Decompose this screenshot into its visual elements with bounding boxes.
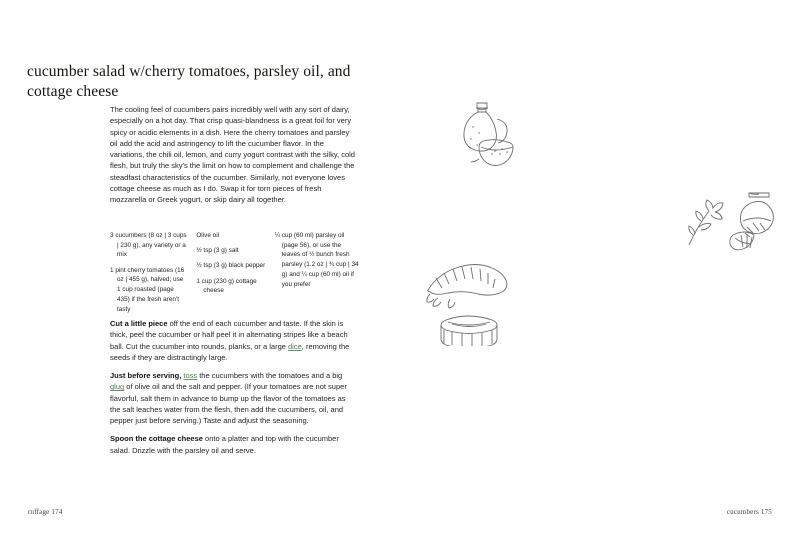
ingredient-column-2 [196, 231, 265, 314]
ingredient-text-pre: ¼ cup (60 ml) parsley oil (page 56), or use the leaves of ½ bunch fresh parsley (1.2 oz | ¾ cup | 34 g) and ¼ cup (60 ml) oil if you prefer [274, 232, 359, 288]
ingredient-item: ½ tsp (3 g) salt [196, 247, 239, 255]
step-text: onto a platter and top with the cucumber salad. Drizzle with the parsley oil and serve. [110, 434, 339, 455]
step-lead: Just before serving, [110, 371, 182, 380]
ingredient-item: 1 cup (230 g) cottage cheese [196, 277, 257, 295]
footer-right: cucumbers 175 [726, 508, 772, 516]
ingredient-item [275, 231, 360, 289]
ingredient-grid-main [110, 231, 360, 314]
ingredient-column-3 [275, 231, 360, 314]
page-title: cucumber salad w/cherry tomatoes, parsley oil, and cottage cheese [27, 63, 351, 101]
ingredient-item: 1 pint cherry tomatoes (16 oz | 455 g), halved; use 1 cup roasted (page 435) if the fresh aren't tasty [110, 266, 185, 313]
parsley-lemon-pitcher-illustration [683, 183, 783, 255]
recipe-step [110, 370, 358, 426]
step-text: off the end of each cucumber and taste. If the skin is thick, peel the cucumber or half peel it in alternating stripes like a beach ball. Cut the cucumber into rounds, planks, or a large dice, removing the seeds if they are distractingly large. [110, 319, 350, 362]
ingredient-item: 3 cucumbers (8 oz | 3 cups | 230 g), any variety or a mix [110, 232, 187, 259]
step-lead: Spoon the cottage cheese [110, 434, 203, 444]
footer-left: ruffage 174 [28, 508, 63, 516]
recipe-step [110, 318, 358, 363]
carrot-ribbons-and-can-illustration [422, 258, 518, 346]
ingredient-column-1 [110, 231, 187, 314]
ingredient-item: ½ tsp (3 g) black pepper [196, 262, 266, 270]
recipe-step [110, 433, 358, 456]
recipe-steps [110, 318, 358, 456]
cross-reference-link[interactable]: glug [110, 382, 125, 392]
step-lead: Cut a little piece [110, 319, 168, 328]
cross-reference-link[interactable]: toss [183, 371, 198, 380]
oil-cruet-and-bowl-illustration [457, 97, 519, 169]
cross-reference-link[interactable]: dice [288, 341, 302, 351]
recipe-headnote: The cooling feel of cucumbers pairs incredibly well with any sort of dairy, especially on a hot day. That crisp quasi-blandness is a great foil for very spicy or acidic elements in a dish. Here the cherry tomatoes and parsley oil add the acid and astringency to lift the cucumber flavor. In the variations, the chili oil, lemon, and curry yogurt contrast with the silky, cold flesh, but truly the sky's the limit on how to complement and challenge the steadfast characteristics of the cucumber. Similarly, not everyone loves cottage cheese as much as I do. Swap it for torn pieces of fresh mozzarella or Greek yogurt, or skip dairy all together. [110, 105, 355, 204]
step-text: toss the cucumbers with the tomatoes and a big glug of olive oil and the salt and pepper. (If your tomatoes are not super flavorful, salt them in advance to bump up the flavor of the tomatoes as the salt leaches water from the flesh, then add the cucumbers, oil, and pepper just before serving.) Taste and adjust the seasoning. [110, 371, 347, 425]
ingredient-item: Olive oil [196, 232, 220, 239]
